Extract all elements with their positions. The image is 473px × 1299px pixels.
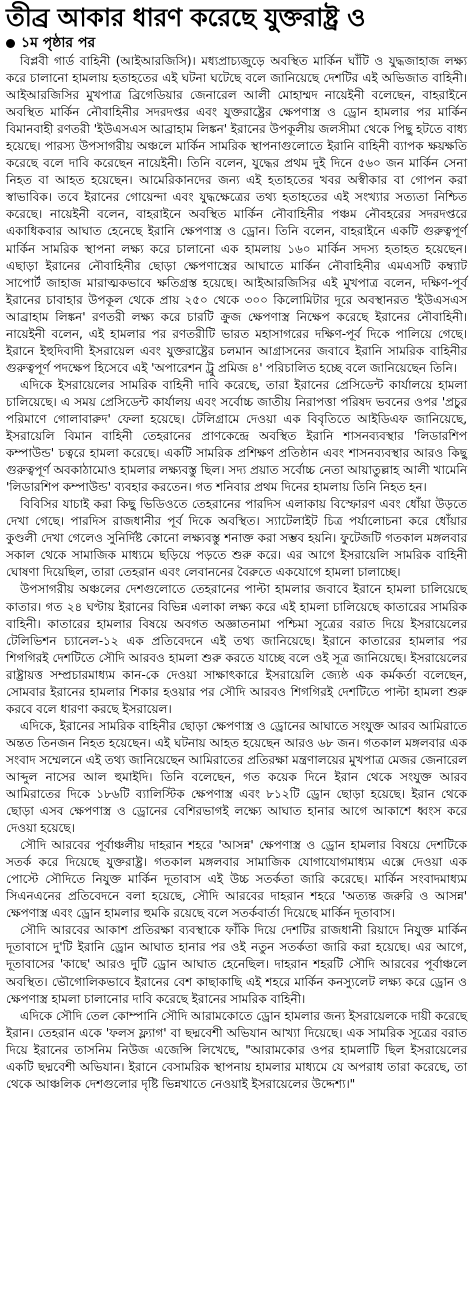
continuation-marker (6, 34, 467, 52)
paragraph: এদিকে সৌদি তেল কোম্পানি সৌদি আরামকোতে ড্রোন হামলার জন্য ইসরায়েলকে দায়ী করেছে ইরান। তেহরান একে 'ফলস ফ্ল্যাগ' বা ছদ্মবেশী অভিযান আখ্যা দিয়েছে। এক সামরিক সূত্রের বরাত দিয়ে ইরানের তাসনিম নিউজ এজেন্সি লিখেছে, "আরামকোর ওপর হামলাটি ছিল ইসরায়েলের একটি ছদ্মবেশী অভিযান। ইরানে বেসামরিক স্থাপনায় হামলার মাধ্যমে যে অপরাধ তারা করেছে, তা থেকে আঞ্চলিক দেশগুলোর দৃষ্টি ভিন্নখাতে নেওয়াই ইসরায়েলের উদ্দেশ্য।" (6, 1008, 467, 1091)
article-body (6, 53, 467, 1093)
headline: তীব্র আকার ধারণ করেছে যুক্তরাষ্ট্র ও (6, 3, 366, 32)
paragraph: সৌদি আরবের আকাশ প্রতিরক্ষা ব্যবস্থাকে ফাঁকি দিয়ে দেশটির রাজধানী রিয়াদে নিযুক্ত মার্কিন দূতাবাসে দু'টি ইরানি ড্রোন আঘাত হানার পর ওই নতুন সতর্কতা জারি করা হয়েছে। এর আগে, দূতাবাসের 'কাছে' আরও দুটি ড্রোন আঘাত হেনেছিল। দাহরান শহরটি সৌদি আরবের পূর্বাঞ্চলে অবস্থিত। ভৌগোলিকভাবে ইরানের বেশ কাছাকাছি এই শহরে মার্কিন কনস্যুলেট লক্ষ্য করে ড্রোন ও ক্ষেপণাস্ত্র হামলা চালানোর দাবি করেছে ইরানের সামরিক বাহিনী। (6, 923, 467, 1006)
continuation-label: ১ম পৃষ্ঠার পর (21, 35, 96, 51)
paragraph: এদিকে ইসরায়েলের সামরিক বাহিনী দাবি করেছে, তারা ইরানের প্রেসিডেন্ট কার্যালয়ে হামলা চালিয়েছে। এ সময় প্রেসিডেন্ট কার্যালয় এবং সর্বোচ্চ জাতীয় নিরাপত্তা পরিষদ ভবনের ওপর 'প্রচুর পরিমাণে গোলাবারুদ' ফেলা হয়েছে। টেলিগ্রামে দেওয়া এক বিবৃতিতে আইডিএফ জানিয়েছে, ইসরায়েলি বিমান বাহিনী তেহরানের প্রাণকেন্দ্রে অবস্থিত ইরানি শাসনব্যবস্থার 'লিডারশিপ কম্পাউন্ড' চত্বরে হামলা করেছে। একটি সামরিক প্রশিক্ষণ প্রতিষ্ঠান এবং শাসনব্যবস্থার আরও কিছু গুরুত্বপূর্ণ অবকাঠামোও হামলার লক্ষ্যবস্তু ছিল। সদ্য প্রয়াত সর্বোচ্চ নেতা আয়াতুল্লাহ আলী খামেনি 'লিডারশিপ কম্পাউন্ড' ব্যবহার করতেন। গত শনিবার প্রথম দিনের হামলায় তিনি নিহত হন। (6, 377, 467, 495)
paragraph: সৌদি আরবের পূর্বাঞ্চলীয় দাহরান শহরে 'আসন্ন' ক্ষেপণাস্ত্র ও ড্রোন হামলার বিষয়ে দেশটিকে সতর্ক করে দিয়েছে যুক্তরাষ্ট্র। গতকাল মঙ্গলবার সামাজিক যোগাযোগমাধ্যম এক্সে দেওয়া এক পোস্টে সৌদিতে নিযুক্ত মার্কিন দূতাবাস এই উচ্চ সতর্কতা জারি করেছে। মার্কিন সংবাদমাধ্যম সিএনএনের প্রতিবেদনে বলা হয়েছে, সৌদি আরবের দাহরান শহরে 'অত্যন্ত জরুরি ও আসন্ন' ক্ষেপণাস্ত্র এবং ড্রোন হামলার হুমকি রয়েছে বলে সতর্কবার্তা দিয়েছে মার্কিন দূতাবাস। (6, 838, 467, 921)
paragraph: উপসাগরীয় অঞ্চলের দেশগুলোতে তেহরানের পাল্টা হামলার জবাবে ইরানে হামলা চালিয়েছে কাতার। গত ২৪ ঘণ্টায় ইরানের বিভিন্ন এলাকা লক্ষ্য করে এই হামলা চালিয়েছে কাতারের সামরিক বাহিনী। কাতারের হামলার বিষয়ে অবগত অজ্ঞাতনামা পশ্চিমা সূত্রের বরাত দিয়ে ইসরায়েলের টেলিভিশন চ্যানেল-১২ এক প্রতিবেদনে এই তথ্য জানিয়েছে। ইরানে কাতারের হামলার পর শিগগিরই দেশটিতে সৌদি আরবও হামলা শুরু করতে যাচ্ছে বলে ওই সূত্র জানিয়েছে। ইসরায়েলের রাষ্ট্রায়ত্ত সম্প্রচারমাধ্যম কান-কে দেওয়া সাক্ষাৎকারে ইসরায়েলি জ্যেষ্ঠ এক কর্মকর্তা বলেছেন, সোমবার ইরানের হামলার শিকার হওয়ার পর সৌদি আরবও শিগগিরই দেশটিতে পাল্টা হামলা শুরু করবে বলে ধারণা করছে ইসরায়েল। (6, 582, 467, 716)
bullet-icon (6, 39, 15, 48)
paragraph: এদিকে, ইরানের সামরিক বাহিনীর ছোড়া ক্ষেপণাস্ত্র ও ড্রোনের আঘাতে সংযুক্ত আরব আমিরাতে অন্তত তিনজন নিহত হয়েছেন। এই ঘটনায় আহত হয়েছেন আরও ৬৮ জন। গতকাল মঙ্গলবার এক সংবাদ সম্মেলনে এই তথ্য জানিয়েছেন আমিরাতের প্রতিরক্ষা মন্ত্রণালয়ের মুখপাত্র মেজর জেনারেল আব্দুল নাসের আল হুমাইদি। তিনি বলেছেন, গত কয়েক দিনে ইরান থেকে সংযুক্ত আরব আমিরাতের দিকে ১৮৬টি ব্যালিস্টিক ক্ষেপণাস্ত্র এবং ৮১২টি ড্রোন ছোড়া হয়েছে। ইরান থেকে ছোড়া এসব ক্ষেপণাস্ত্র ও ড্রোনের বেশিরভাগই লক্ষ্যে আঘাত হানার আগে আকাশে ধ্বংস করে দেওয়া হয়েছে। (6, 718, 467, 836)
paragraph: বিবিসির যাচাই করা কিছু ভিডিওতে তেহরানের পারদিস এলাকায় বিস্ফোরণ এবং ধোঁয়া উড়তে দেখা গেছে। পারদিস রাজধানীর পূর্ব দিকে অবস্থিত। স্যাটেলাইট চিত্র পর্যালোচনা করে ধোঁয়ার কুণ্ডলী দেখা গেলেও সুনির্দিষ্ট কোনো লক্ষ্যবস্তু শনাক্ত করা সম্ভব হয়নি। ফুটেজটি গতকাল মঙ্গলবার সকাল থেকে সামাজিক মাধ্যমে ছড়িয়ে পড়তে শুরু করে। এর আগে ইসরায়েলি সামরিক বাহিনী ঘোষণা দিয়েছিল, তারা তেহরান এবং লেবাননের বৈরুতে একযোগে হামলা চালাচ্ছে। (6, 497, 467, 580)
paragraph: বিপ্লবী গার্ড বাহিনী (আইআরজিসি)। মধ্যপ্রাচ্যজুড়ে অবস্থিত মার্কিন ঘাঁটি ও যুদ্ধজাহাজ লক্ষ্য করে চালানো হামলায় হতাহতের এই ঘটনা ঘটেছে বলে জানিয়েছে দেশটির এই অভিজাত বাহিনী। আইআরজিসির মুখপাত্র ব্রিগেডিয়ার জেনারেল আলী মোহাম্মদ নায়েইনী বলেছেন, বাহরাইনে অবস্থিত মার্কিন নৌবাহিনীর সদরদপ্তর এবং যুক্তরাষ্ট্রের ক্ষেপণাস্ত্র ও ড্রোন হামলার পর মার্কিন বিমানবাহী রণতরী 'ইউএসএস আব্রাহাম লিঙ্কন' ইরানের উপকূলীয় জলসীমা থেকে পিছু হটতে বাধ্য হয়েছে। পারস্য উপসাগরীয় অঞ্চলে মার্কিন সামরিক স্থাপনাগুলোতে ইরানি বাহিনী ব্যাপক ক্ষয়ক্ষতি করেছে বলে দাবি করেছেন নায়েইনী। তিনি বলেন, যুদ্ধের প্রথম দুই দিনে ৫৬০ জন মার্কিন সেনা নিহত বা আহত হয়েছেন। আমেরিকানদের জন্য এই হতাহতের খবর অস্বীকার বা গোপন করা স্বাভাবিক। তবে ইরানের গোয়েন্দা এবং যুদ্ধক্ষেত্রের তথ্য হতাহতের এই সংখ্যার সত্যতা নিশ্চিত করেছে। নায়েইনী বলেন, বাহরাইনে অবস্থিত মার্কিন নৌবাহিনীর পঞ্চম নৌবহরের সদরদপ্তরে একাধিকবার আঘাত হেনেছে ইরানি ক্ষেপণাস্ত্র ও ড্রোন। তিনি বলেন, বাহরাইনে একটি গুরুত্বপূর্ণ মার্কিন সামরিক স্থাপনা লক্ষ্য করে চালানো এক হামলায় ১৬০ মার্কিন সদস্য হতাহত হয়েছেন। এছাড়া ইরানের নৌবাহিনীর ছোড়া ক্ষেপণাস্ত্রের আঘাতে মার্কিন নৌবাহিনীর এমএসটি কম্ব্যাট সাপোর্ট জাহাজ মারাত্মকভাবে ক্ষতিগ্রস্ত হয়েছে। আইআরজিসির এই মুখপাত্র বলেন, দক্ষিণ-পূর্ব ইরানের চাবাহার উপকূল থেকে প্রায় ২৫০ থেকে ৩০০ কিলোমিটার দূরে অবস্থানরত 'ইউএসএস আব্রাহাম লিঙ্কন' রণতরী লক্ষ্য করে চারটি ক্রুজ ক্ষেপণাস্ত্র নিক্ষেপ করেছে ইরানের নৌবাহিনী। নায়েইনী বলেন, এই হামলার পর রণতরীটি ভারত মহাসাগরের দক্ষিণ-পূর্ব দিকে পালিয়ে গেছে। ইরানে ইহুদিবাদী ইসরায়েল এবং যুক্তরাষ্ট্রের চলমান আগ্রাসনের জবাবে ইরানি সামরিক বাহিনীর গুরুত্বপূর্ণ পদক্ষেপ হিসেবে এই 'অপারেশন ট্রু প্রমিজ ৪' পরিচালিত হচ্ছে বলে জানিয়েছেন তিনি। (6, 54, 467, 375)
